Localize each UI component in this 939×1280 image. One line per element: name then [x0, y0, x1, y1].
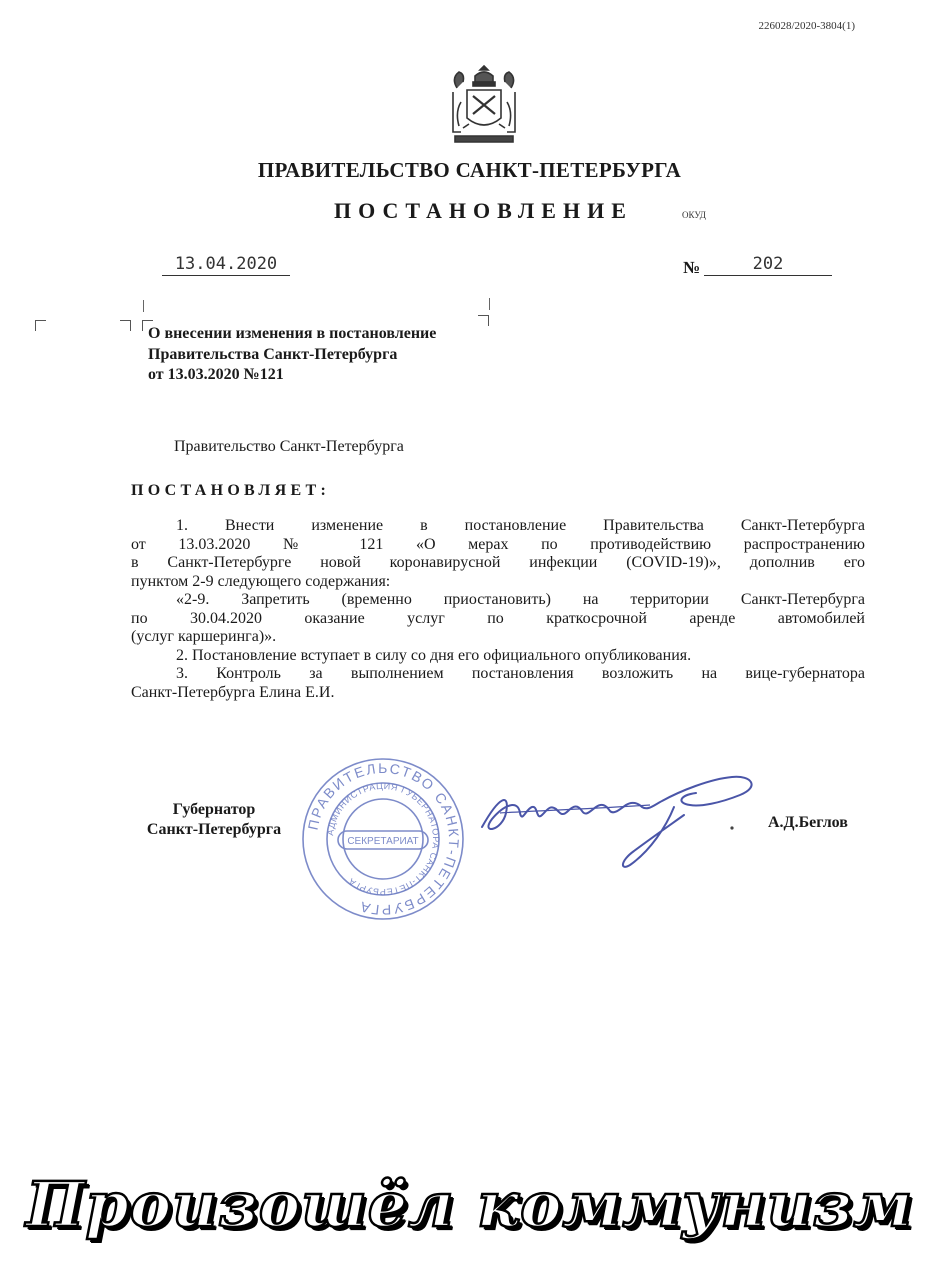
spb-coat-of-arms-icon [443, 62, 525, 152]
meme-overlay-caption: Произошёл коммунизм [25, 1168, 914, 1241]
margin-corner-mark [120, 320, 131, 331]
position-line: Санкт-Петербурга [146, 821, 282, 838]
item-1-line: в Санкт-Петербурге новой коронавирусной инфекции (COVID-19)», дополнив его [131, 554, 865, 571]
document-registration-number: 226028/2020-3804(1) [758, 20, 855, 32]
decree-date-field: 13.04.2020 [162, 254, 290, 276]
decree-subject [148, 324, 436, 386]
government-title: ПРАВИТЕЛЬСТВО САНКТ-ПЕТЕРБУРГА [257, 158, 682, 182]
subject-line: от 13.03.2020 №121 [148, 366, 284, 383]
item-1-line: пунктом 2-9 следующего содержания: [131, 572, 391, 590]
decree-heading: ПОСТАНОВЛЕНИЕ [334, 198, 633, 223]
issuing-body: Правительство Санкт-Петербурга [174, 438, 404, 455]
item-2: 2. Постановление вступает в силу со дня его официального опубликования. [176, 646, 692, 664]
decree-body [131, 517, 865, 702]
subject-line: О внесении изменения в постановление [148, 325, 437, 342]
quoted-clause-line: (услуг каршеринга)». [131, 628, 277, 645]
seal-inner-text: АДМИНИСТРАЦИЯ ГУБЕРНАТОРА САНКТ-ПЕТЕРБУРГА [325, 780, 442, 898]
signatory-name: А.Д.Беглов [768, 814, 848, 831]
position-line: Губернатор [172, 801, 256, 818]
item-1-line: от 13.03.2020 № 121 «О мерах по противодействию распространению [131, 535, 865, 553]
decree-number-field: 202 [704, 254, 832, 276]
fold-mark [143, 300, 144, 312]
okud-label: ОКУД [682, 210, 706, 220]
resolves-heading: ПОСТАНОВЛЯЕТ: [131, 482, 331, 499]
seal-outer-text: ПРАВИТЕЛЬСТВО САНКТ-ПЕТЕРБУРГА [304, 759, 463, 919]
item-3-line: 3. Контроль за выполнением постановления возложить на вице-губернатора [176, 665, 865, 682]
item-3-line: Санкт-Петербурга Елина Е.И. [131, 683, 335, 701]
seal-center-text: СЕКРЕТАРИАТ [347, 836, 419, 847]
subject-line: Правительства Санкт-Петербурга [148, 345, 398, 363]
margin-corner-mark [35, 320, 46, 331]
subject-corner-mark [478, 315, 489, 326]
signatory-position [134, 800, 294, 840]
quoted-clause-line: «2-9. Запретить (временно приостановить) на территории Санкт-Петербурга [176, 591, 865, 608]
item-1-line: 1. Внести изменение в постановление Правительства Санкт-Петербурга [176, 517, 865, 534]
handwritten-signature [470, 765, 770, 875]
official-seal-stamp [301, 757, 465, 921]
fold-mark [489, 298, 490, 310]
number-sign-label: № [683, 258, 701, 277]
quoted-clause-line: по 30.04.2020 оказание услуг по краткосрочной аренде автомобилей [131, 609, 865, 627]
